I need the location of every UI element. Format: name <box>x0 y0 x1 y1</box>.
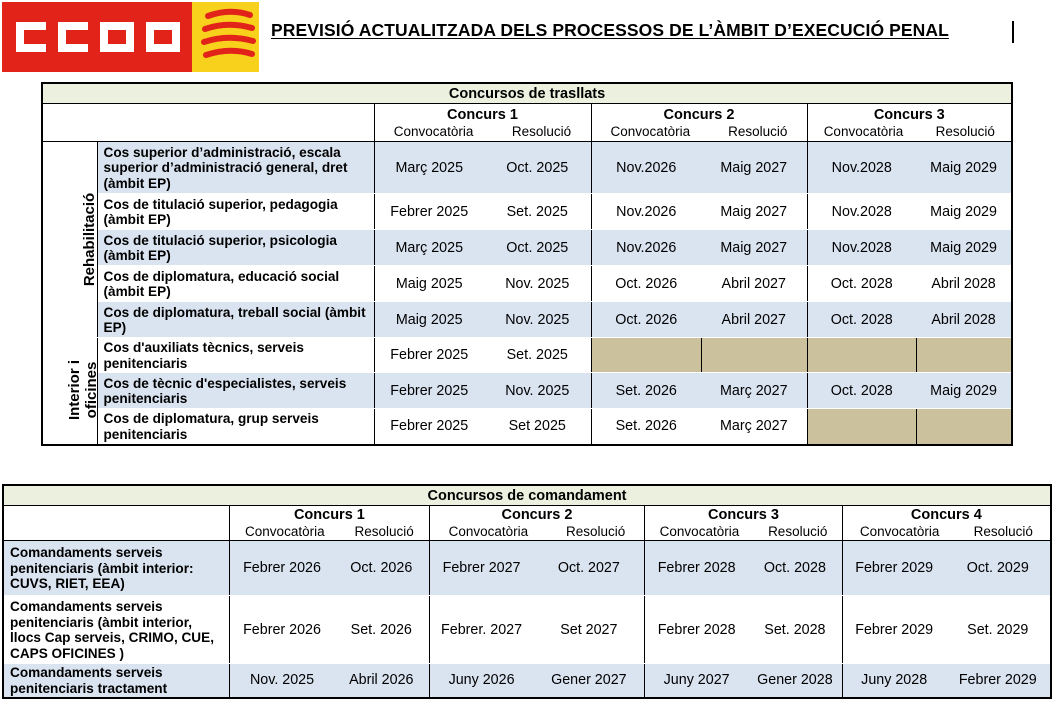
row-label: Cos de diplomatura, educació social (àmbit EP) <box>97 266 374 302</box>
row-label: Comandaments serveis penitenciaris tractament <box>3 664 230 698</box>
cell-value: Gener 2027 <box>533 664 644 698</box>
row-label: Cos de titulació superior, psicologia (àmbit EP) <box>97 230 374 266</box>
cell-value: Febrer. 2027 <box>429 596 533 664</box>
sub-convocatoria: Convocatòria <box>859 524 940 539</box>
row-label: Cos de titulació superior, pedagogia (àmbit EP) <box>97 194 374 230</box>
cell-value: Oct. 2025 <box>484 142 591 194</box>
cell-value: Abril 2028 <box>916 266 1012 302</box>
cell-value: Febrer 2027 <box>429 541 533 596</box>
cell-value: Set. 2025 <box>484 338 591 373</box>
cell-value: Oct. 2026 <box>334 541 429 596</box>
sub-resolucio: Resolució <box>973 524 1033 539</box>
cell-value: Nov. 2025 <box>484 266 591 302</box>
empty-cell <box>701 338 807 373</box>
cell-value: Gener 2028 <box>748 664 842 698</box>
trasllats-table <box>41 82 1013 446</box>
cell-value: Juny 2027 <box>645 664 748 698</box>
cell-value: Maig 2027 <box>701 230 807 266</box>
concurs-title: Concurs 3 <box>708 507 779 523</box>
group-interior-oficines: Interior i oficines <box>42 338 97 445</box>
sub-resolucio: Resolució <box>511 123 572 139</box>
cell-value: Febrer 2025 <box>374 194 484 230</box>
empty-cell <box>591 338 701 373</box>
cell-value: Març 2025 <box>374 230 484 266</box>
comandament-table <box>2 484 1052 699</box>
sub-resolucio: Resolució <box>935 123 995 139</box>
cell-value: Oct. 2028 <box>807 302 916 338</box>
sub-resolucio: Resolució <box>354 524 414 539</box>
group-rehabilitacio: Rehabilitació <box>42 142 97 338</box>
cell-value: Oct. 2028 <box>807 373 916 409</box>
document-title: PREVISIÓ ACTUALITZADA DELS PROCESSOS DE L’ÀMBIT D’EXECUCIÓ PENAL <box>271 20 949 40</box>
cell-value: Abril 2026 <box>334 664 429 698</box>
row-label: Cos superior d’administració, escala superior d’administració general, dret (àmbit EP) <box>97 142 374 194</box>
cell-value: Set. 2026 <box>591 409 701 445</box>
row-label: Cos de diplomatura, grup serveis penitenciaris <box>97 409 374 445</box>
concurs-title: Concurs 1 <box>447 106 518 123</box>
sub-convocatoria: Convocatòria <box>659 524 740 539</box>
row-label: Cos de tècnic d'especialistes, serveis penitenciaris <box>97 373 374 409</box>
concurs-4-header <box>842 506 1051 541</box>
cell-value: Març 2027 <box>701 409 807 445</box>
cell-value: Nov.2026 <box>591 230 701 266</box>
cell-value: Nov.2026 <box>591 194 701 230</box>
cell-value: Set. 2026 <box>591 373 701 409</box>
cell-value: Juny 2026 <box>429 664 533 698</box>
cell-value: Febrer 2029 <box>842 596 945 664</box>
concurs-title: Concurs 2 <box>501 507 573 523</box>
empty-cell <box>807 338 916 373</box>
comandament-title: Concursos de comandament <box>3 485 1051 506</box>
cell-value: Maig 2029 <box>916 373 1012 409</box>
cell-value: Maig 2029 <box>916 142 1012 194</box>
cell-value: Febrer 2028 <box>645 541 748 596</box>
ccoo-logo <box>2 2 259 72</box>
sub-resolucio: Resolució <box>768 524 828 539</box>
cell-value: Febrer 2028 <box>645 596 748 664</box>
cell-value: Oct. 2029 <box>946 541 1051 596</box>
cell-value: Maig 2025 <box>374 302 484 338</box>
concurs-3-header <box>645 506 843 541</box>
concurs-2-header <box>591 104 807 142</box>
cell-value: Nov.2028 <box>807 194 916 230</box>
cell-value: Set 2025 <box>484 409 591 445</box>
cell-value: Nov. 2025 <box>484 302 591 338</box>
cell-value: Set. 2029 <box>946 596 1051 664</box>
cell-value: Nov. 2025 <box>484 373 591 409</box>
cell-value: Febrer 2026 <box>230 596 334 664</box>
cell-value: Febrer 2029 <box>842 541 945 596</box>
text-cursor-bar <box>1012 21 1014 43</box>
row-label: Comandaments serveis penitenciaris (àmbit interior, llocs Cap serveis, CRIMO, CUE, CAPS OFICINES ) <box>3 596 230 664</box>
cell-value: Febrer 2026 <box>230 541 334 596</box>
cell-value: Nov.2026 <box>591 142 701 194</box>
cell-value: Set 2027 <box>533 596 644 664</box>
sub-resolucio: Resolució <box>566 524 626 539</box>
cell-value: Set. 2028 <box>748 596 842 664</box>
cell-value: Maig 2025 <box>374 266 484 302</box>
cell-value: Set. 2025 <box>484 194 591 230</box>
row-label: Comandaments serveis penitenciaris (àmbit interior: CUVS, RIET, EEA) <box>3 541 230 596</box>
concurs-title: Concurs 1 <box>293 507 365 523</box>
concurs-title: Concurs 3 <box>873 106 945 123</box>
cell-value: Oct. 2027 <box>533 541 644 596</box>
empty-cell <box>807 409 916 445</box>
sub-convocatoria: Convocatòria <box>610 123 691 139</box>
cell-value: Maig 2029 <box>916 230 1012 266</box>
row-label: Cos de diplomatura, treball social (àmbit EP) <box>97 302 374 338</box>
cell-value: Abril 2028 <box>916 302 1012 338</box>
cell-value: Maig 2027 <box>701 194 807 230</box>
row-label: Cos d'auxiliats tècnics, serveis penitenciaris <box>97 338 374 373</box>
cell-value: Juny 2028 <box>842 664 945 698</box>
concurs-3-header <box>807 104 1012 142</box>
header-blank <box>3 506 230 541</box>
cell-value: Nov.2028 <box>807 230 916 266</box>
cell-value: Febrer 2025 <box>374 338 484 373</box>
cell-value: Maig 2027 <box>701 142 807 194</box>
cell-value: Set. 2026 <box>334 596 429 664</box>
sub-resolucio: Resolució <box>728 123 788 139</box>
cell-value: Nov. 2025 <box>230 664 334 698</box>
cell-value: Febrer 2025 <box>374 373 484 409</box>
sub-convocatoria: Convocatòria <box>393 123 474 139</box>
header-blank <box>42 104 374 142</box>
cell-value: Oct. 2028 <box>807 266 916 302</box>
cell-value: Abril 2027 <box>701 266 807 302</box>
cell-value: Març 2027 <box>701 373 807 409</box>
cell-value: Febrer 2025 <box>374 409 484 445</box>
sub-convocatoria: Convocatòria <box>823 123 904 139</box>
sub-convocatoria: Convocatòria <box>448 524 529 539</box>
concurs-title: Concurs 2 <box>663 106 735 123</box>
cell-value: Març 2025 <box>374 142 484 194</box>
cell-value: Oct. 2028 <box>748 541 842 596</box>
concurs-1-header <box>230 506 430 541</box>
empty-cell <box>916 338 1012 373</box>
cell-value: Abril 2027 <box>701 302 807 338</box>
sub-convocatoria: Convocatòria <box>245 524 325 539</box>
trasllats-title: Concursos de trasllats <box>42 83 1012 104</box>
cell-value: Febrer 2029 <box>946 664 1051 698</box>
cell-value: Oct. 2026 <box>591 302 701 338</box>
cell-value: Nov.2028 <box>807 142 916 194</box>
concurs-1-header <box>374 104 591 142</box>
concurs-2-header <box>429 506 645 541</box>
concurs-title: Concurs 4 <box>910 507 982 523</box>
cell-value: Oct. 2025 <box>484 230 591 266</box>
cell-value: Oct. 2026 <box>591 266 701 302</box>
empty-cell <box>916 409 1012 445</box>
cell-value: Maig 2029 <box>916 194 1012 230</box>
